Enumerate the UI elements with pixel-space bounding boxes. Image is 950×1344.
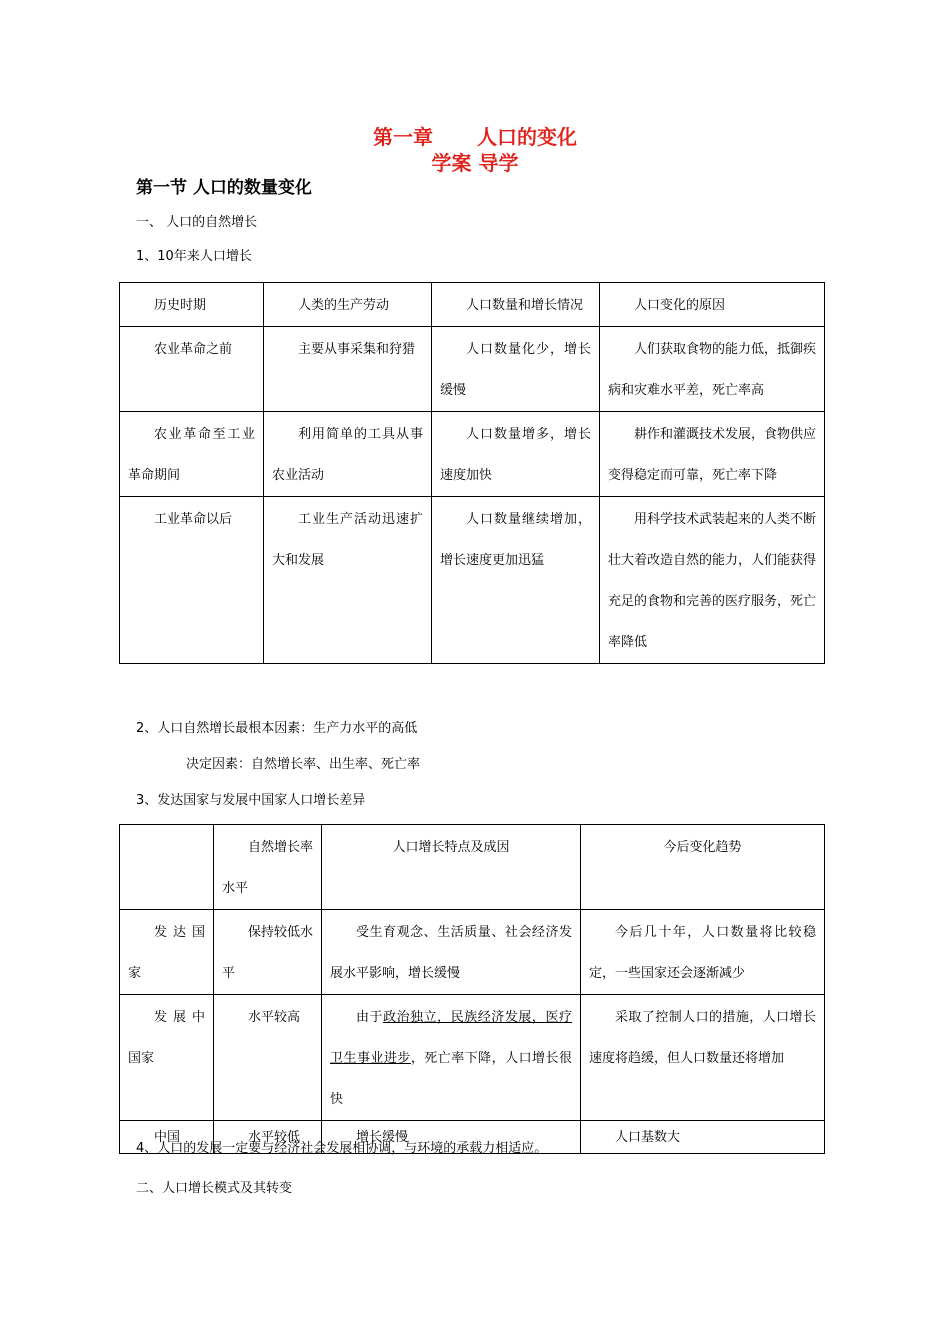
subheading-growth-history: 1、10年来人口增长 xyxy=(136,249,252,264)
table-header-cell: 自然增长率水平 xyxy=(214,825,322,910)
cell-text: ，死亡率下降，人口增长很快 xyxy=(330,1051,572,1107)
table-cell: 今后几十年，人口数量将比较稳定，一些国家还会逐渐减少 xyxy=(581,910,825,995)
table-cell: 发达国家 xyxy=(120,910,214,995)
chapter-subtitle: 学案 导学 xyxy=(431,151,519,175)
table-cell: 保持较低水平 xyxy=(214,910,322,995)
table-header-row xyxy=(120,283,825,327)
table-row xyxy=(120,910,825,995)
population-history-table xyxy=(119,282,825,664)
table-header-cell: 今后变化趋势 xyxy=(581,825,825,910)
underlined-text: 政治独立，民族经济发展， xyxy=(383,1010,546,1025)
table-cell xyxy=(322,995,581,1121)
table-cell: 人口数量增多，增长速度加快 xyxy=(432,412,600,497)
table-row xyxy=(120,497,825,664)
table-cell: 受生育观念、生活质量、社会经济发展水平影响，增长缓慢 xyxy=(322,910,581,995)
table-cell: 发展中国家 xyxy=(120,995,214,1121)
subheading-country-difference: 3、发达国家与发展中国家人口增长差异 xyxy=(136,793,366,808)
table-cell: 人们获取食物的能力低，抵御疾病和灾难水平差，死亡率高 xyxy=(600,327,825,412)
chapter-title xyxy=(0,124,950,150)
table-cell: 人口数量化少，增长缓慢 xyxy=(432,327,600,412)
table-cell: 采取了控制人口的措施，人口增长速度将趋缓，但人口数量还将增加 xyxy=(581,995,825,1121)
table-cell: 用科学技术武装起来的人类不断壮大着改造自然的能力，人们能获得充足的食物和完善的医疗服务，死亡率降低 xyxy=(600,497,825,664)
table-cell: 利用简单的工具从事农业活动 xyxy=(264,412,432,497)
coordination-statement: 4、人口的发展一定要与经济社会发展相协调，与环境的承载力相适应。 xyxy=(136,1141,548,1156)
table-cell: 耕作和灌溉技术发展，食物供应变得稳定而可靠，死亡率下降 xyxy=(600,412,825,497)
underlined-text: 医疗卫生事业进步 xyxy=(330,1010,572,1066)
table-cell: 农业革命至工业革命期间 xyxy=(120,412,264,497)
table-cell: 人口数量继续增加，增长速度更加迅猛 xyxy=(432,497,600,664)
table-header-cell: 人类的生产劳动 xyxy=(264,283,432,327)
section-title: 第一节 人口的数量变化 xyxy=(136,178,312,198)
chapter-name: 人口的变化 xyxy=(477,125,577,149)
table-row xyxy=(120,412,825,497)
table-header-cell: 人口变化的原因 xyxy=(600,283,825,327)
subheading-root-factor: 2、人口自然增长最根本因素：生产力水平的高低 xyxy=(136,721,418,736)
table-cell: 工业生产活动迅速扩大和发展 xyxy=(264,497,432,664)
table-header-cell xyxy=(120,825,214,910)
table-cell: 水平较低 xyxy=(214,1121,322,1154)
table-cell: 增长缓慢 xyxy=(322,1121,581,1154)
table-header-cell: 人口数量和增长情况 xyxy=(432,283,600,327)
cell-text: 由于 xyxy=(356,1010,384,1025)
table-header-cell: 历史时期 xyxy=(120,283,264,327)
table-cell: 工业革命以后 xyxy=(120,497,264,664)
determining-factors: 决定因素：自然增长率、出生率、死亡率 xyxy=(186,757,421,772)
heading-growth-models: 二、人口增长模式及其转变 xyxy=(136,1181,293,1196)
chapter-number: 第一章 xyxy=(373,125,433,149)
table-cell: 主要从事采集和狩猎 xyxy=(264,327,432,412)
table-row xyxy=(120,327,825,412)
table-cell: 人口基数大 xyxy=(581,1121,825,1154)
table-header-row xyxy=(120,825,825,910)
table-cell: 水平较高 xyxy=(214,995,322,1121)
table-cell: 中国 xyxy=(120,1121,214,1154)
table-cell: 农业革命之前 xyxy=(120,327,264,412)
heading-natural-growth: 一、 人口的自然增长 xyxy=(136,215,258,230)
table-header-cell: 人口增长特点及成因 xyxy=(322,825,581,910)
table-row xyxy=(120,995,825,1121)
country-comparison-table xyxy=(119,824,825,1154)
